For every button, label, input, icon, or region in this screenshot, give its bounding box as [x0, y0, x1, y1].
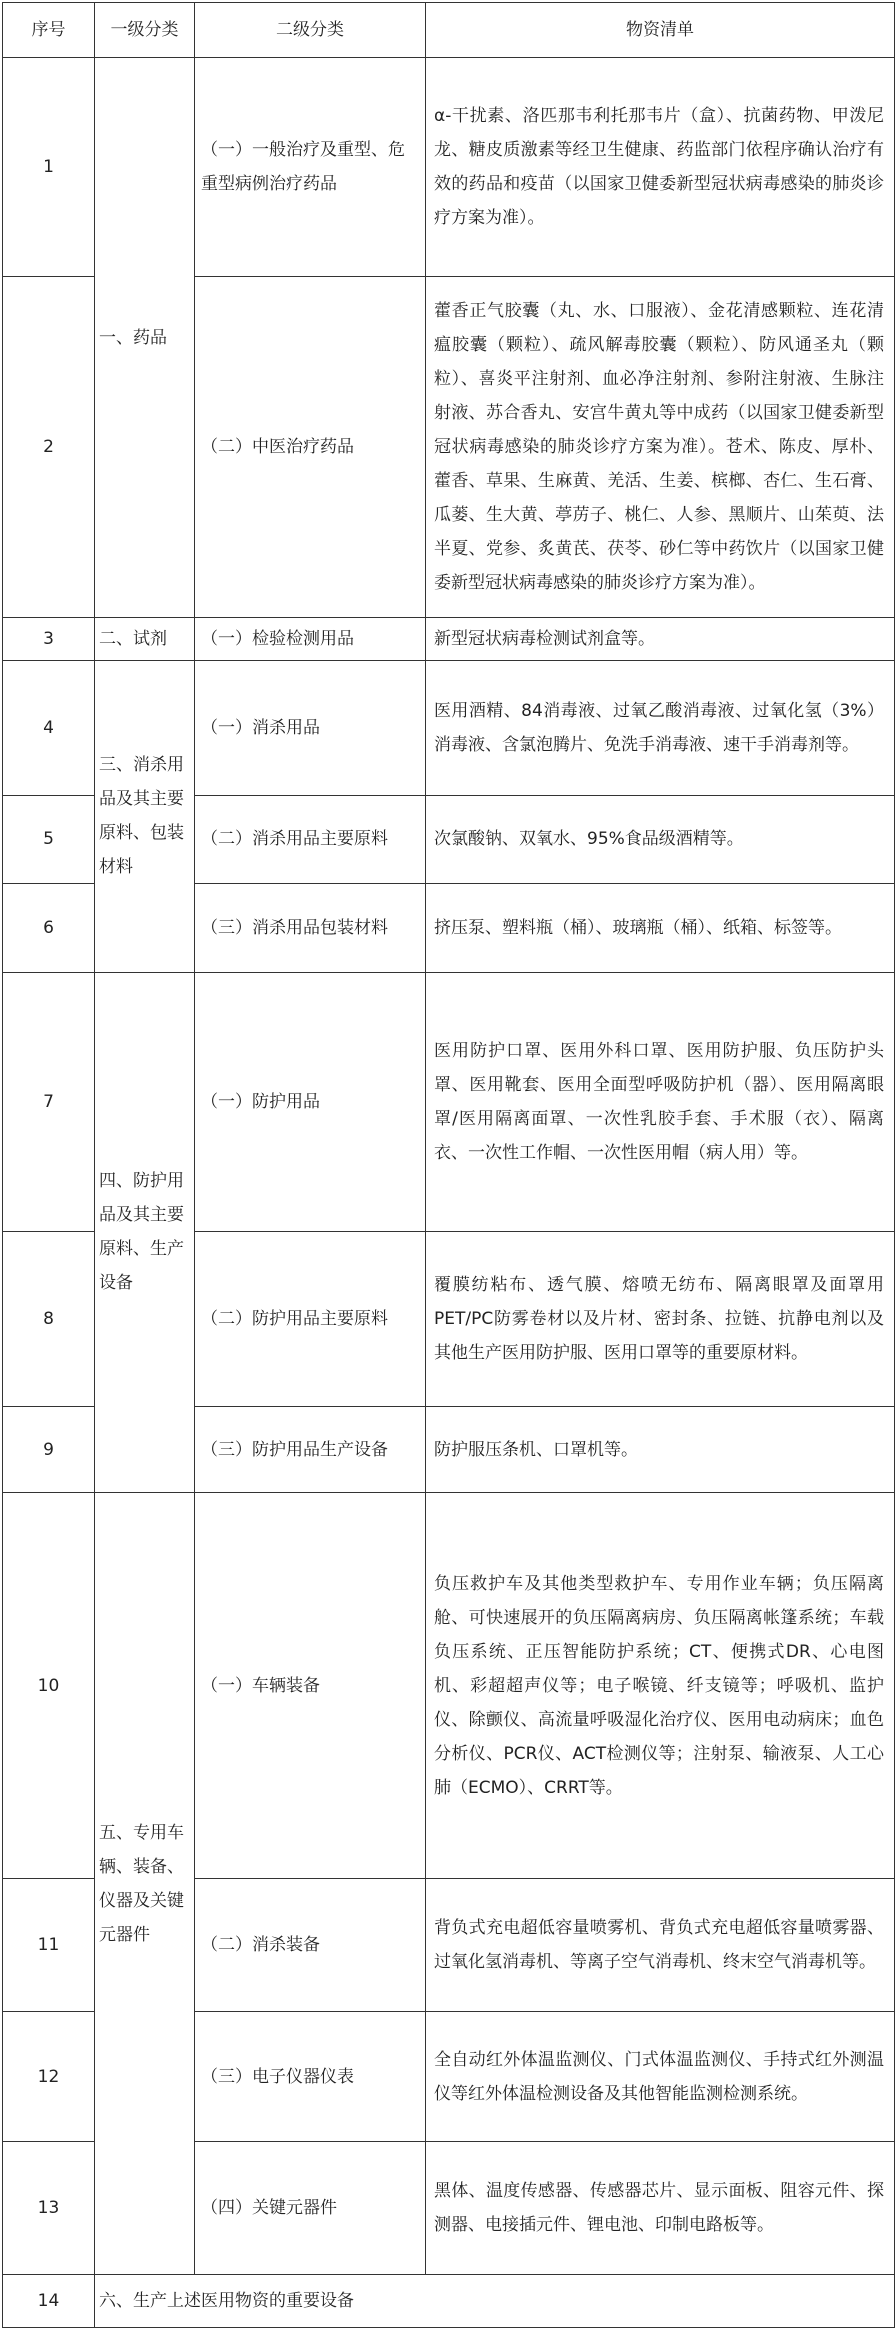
header-level2-category: 二级分类 [195, 3, 426, 58]
table-header-row [3, 3, 895, 58]
level2-category: （三）防护用品生产设备 [195, 1406, 426, 1492]
material-list: 次氯酸钠、双氧水、95%食品级酒精等。 [426, 795, 895, 884]
level1-category-equipment: 五、专用车辆、装备、仪器及关键元器件 [95, 1493, 195, 2275]
material-list: 医用酒精、84消毒液、过氧乙酸消毒液、过氧化氢（3%）消毒液、含氯泡腾片、免洗手消毒液、速干手消毒剂等。 [426, 660, 895, 795]
level1-category-production-equipment: 六、生产上述医用物资的重要设备 [95, 2275, 895, 2328]
table-row [3, 2275, 895, 2328]
medical-supplies-table [2, 2, 895, 2328]
row-serial-no: 9 [3, 1406, 95, 1492]
material-list: 医用防护口罩、医用外科口罩、医用防护服、负压防护头罩、医用靴套、医用全面型呼吸防护机（器）、医用隔离眼罩/医用隔离面罩、一次性乳胶手套、手术服（衣）、隔离衣、一次性工作帽、一次性医用帽（病人用）等。 [426, 972, 895, 1231]
material-list: 覆膜纺粘布、透气膜、熔喷无纺布、隔离眼罩及面罩用PET/PC防雾卷材以及片材、密封条、拉链、抗静电剂以及其他生产医用防护服、医用口罩等的重要原材料。 [426, 1231, 895, 1406]
material-list: 全自动红外体温监测仪、门式体温监测仪、手持式红外测温仪等红外体温检测设备及其他智能监测检测系统。 [426, 2011, 895, 2142]
level2-category: （三）消杀用品包装材料 [195, 884, 426, 973]
header-material-list: 物资清单 [426, 3, 895, 58]
level2-category: （一）一般治疗及重型、危重型病例治疗药品 [195, 57, 426, 276]
row-serial-no: 7 [3, 972, 95, 1231]
level2-category: （一）防护用品 [195, 972, 426, 1231]
row-serial-no: 2 [3, 277, 95, 618]
level2-category: （二）防护用品主要原料 [195, 1231, 426, 1406]
material-list: 黑体、温度传感器、传感器芯片、显示面板、阻容元件、探测器、电接插元件、锂电池、印制电路板等。 [426, 2142, 895, 2275]
row-serial-no: 8 [3, 1231, 95, 1406]
material-list: 挤压泵、塑料瓶（桶）、玻璃瓶（桶）、纸箱、标签等。 [426, 884, 895, 973]
level2-category: （四）关键元器件 [195, 2142, 426, 2275]
row-serial-no: 14 [3, 2275, 95, 2328]
header-serial-no: 序号 [3, 3, 95, 58]
level2-category: （一）检验检测用品 [195, 618, 426, 660]
level2-category: （三）电子仪器仪表 [195, 2011, 426, 2142]
material-list: 背负式充电超低容量喷雾机、背负式充电超低容量喷雾器、过氧化氢消毒机、等离子空气消毒机、终末空气消毒机等。 [426, 1878, 895, 2011]
table-row [3, 57, 895, 276]
row-serial-no: 13 [3, 2142, 95, 2275]
table-row [3, 618, 895, 660]
header-level1-category: 一级分类 [95, 3, 195, 58]
row-serial-no: 3 [3, 618, 95, 660]
material-list: α-干扰素、洛匹那韦利托那韦片（盒）、抗菌药物、甲泼尼龙、糖皮质激素等经卫生健康、药监部门依程序确认治疗有效的药品和疫苗（以国家卫健委新型冠状病毒感染的肺炎诊疗方案为准）。 [426, 57, 895, 276]
level2-category: （二）消杀装备 [195, 1878, 426, 2011]
level1-category-drugs: 一、药品 [95, 57, 195, 618]
row-serial-no: 10 [3, 1493, 95, 1879]
table-row [3, 1493, 895, 1879]
material-list: 藿香正气胶囊（丸、水、口服液）、金花清感颗粒、连花清瘟胶囊（颗粒）、疏风解毒胶囊（颗粒）、防风通圣丸（颗粒）、喜炎平注射剂、血必净注射剂、参附注射液、生脉注射液、苏合香丸、安宫牛黄丸等中成药（以国家卫健委新型冠状病毒感染的肺炎诊疗方案为准）。苍术、陈皮、厚朴、藿香、草果、生麻黄、羌活、生姜、槟榔、杏仁、生石膏、瓜蒌、生大黄、葶苈子、桃仁、人参、黑顺片、山茱萸、法半夏、党参、炙黄芪、茯苓、砂仁等中药饮片（以国家卫健委新型冠状病毒感染的肺炎诊疗方案为准）。 [426, 277, 895, 618]
row-serial-no: 6 [3, 884, 95, 973]
material-list: 新型冠状病毒检测试剂盒等。 [426, 618, 895, 660]
row-serial-no: 4 [3, 660, 95, 795]
table-row [3, 660, 895, 795]
level2-category: （一）消杀用品 [195, 660, 426, 795]
material-list: 负压救护车及其他类型救护车、专用作业车辆；负压隔离舱、可快速展开的负压隔离病房、负压隔离帐篷系统；车载负压系统、正压智能防护系统；CT、便携式DR、心电图机、彩超超声仪等；电子喉镜、纤支镜等；呼吸机、监护仪、除颤仪、高流量呼吸湿化治疗仪、医用电动病床；血色分析仪、PCR仪、ACT检测仪等；注射泵、输液泵、人工心肺（ECMO）、CRRT等。 [426, 1493, 895, 1879]
level1-category-protective: 四、防护用品及其主要原料、生产设备 [95, 972, 195, 1493]
row-serial-no: 5 [3, 795, 95, 884]
level2-category: （二）消杀用品主要原料 [195, 795, 426, 884]
row-serial-no: 11 [3, 1878, 95, 2011]
level1-category-reagents: 二、试剂 [95, 618, 195, 660]
level1-category-disinfection: 三、消杀用品及其主要原料、包装材料 [95, 660, 195, 972]
row-serial-no: 1 [3, 57, 95, 276]
level2-category: （二）中医治疗药品 [195, 277, 426, 618]
level2-category: （一）车辆装备 [195, 1493, 426, 1879]
row-serial-no: 12 [3, 2011, 95, 2142]
table-row [3, 972, 895, 1231]
material-list: 防护服压条机、口罩机等。 [426, 1406, 895, 1492]
